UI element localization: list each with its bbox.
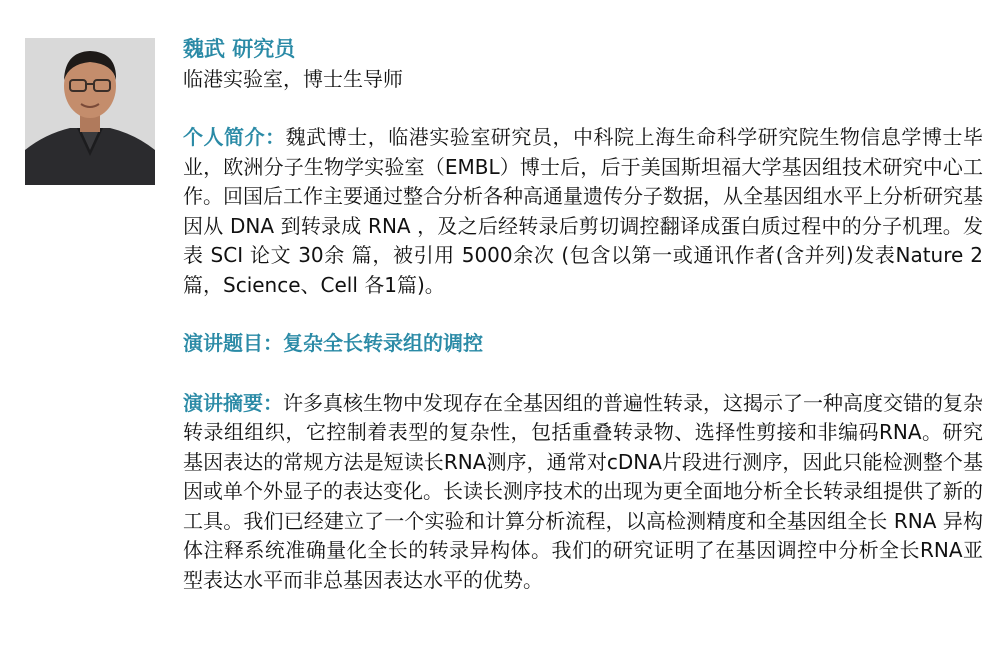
talk-title: 复杂全长转录组的调控 — [283, 331, 483, 355]
bio-text: 魏武博士，临港实验室研究员，中科院上海生命科学研究院生物信息学博士毕业，欧洲分子生物学实验室（EMBL）博士后，后于美国斯坦福大学基因组技术研究中心工作。回国后工作主要通过整合分析各种高通量遗传分子数据，从全基因组水平上分析研究基因从 DNA 到转录成 RNA ，及之后经转录后剪切调控翻译成蛋白质过程中的分子机理。发表 SCI 论文 30余 篇，被引用 5000余次 (包含以第一或通讯作者(含并列)发表Nature 2篇，Science、Cell 各1篇)。 — [183, 125, 984, 297]
bio-label: 个人简介： — [183, 125, 286, 149]
talk-title-label: 演讲题目： — [183, 331, 283, 355]
abstract-text: 许多真核生物中发现存在全基因组的普遍性转录，这揭示了一种高度交错的复杂转录组组织，它控制着表型的复杂性，包括重叠转录物、选择性剪接和非编码RNA。研究基因表达的常规方法是短读长RNA测序，通常对cDNA片段进行测序，因此只能检测整个基因或单个外显子的表达变化。长读长测序技术的出现为更全面地分析全长转录组提供了新的工具。我们已经建立了一个实验和计算分析流程，以高检测精度和全基因组全长 RNA 异构体注释系统准确量化全长的转录异构体。我们的研究证明了在基因调控中分析全长RNA亚型表达水平而非总基因表达水平的优势。 — [183, 390, 983, 592]
speaker-photo — [25, 38, 155, 185]
abstract-section — [183, 389, 983, 596]
bio-section — [183, 123, 983, 300]
speaker-info — [183, 34, 983, 595]
speaker-affiliation: 临港实验室，博士生导师 — [183, 67, 403, 91]
talk-title-section — [183, 329, 983, 359]
abstract-label: 演讲摘要： — [183, 390, 283, 415]
speaker-name-title: 魏武 研究员 — [183, 37, 296, 61]
